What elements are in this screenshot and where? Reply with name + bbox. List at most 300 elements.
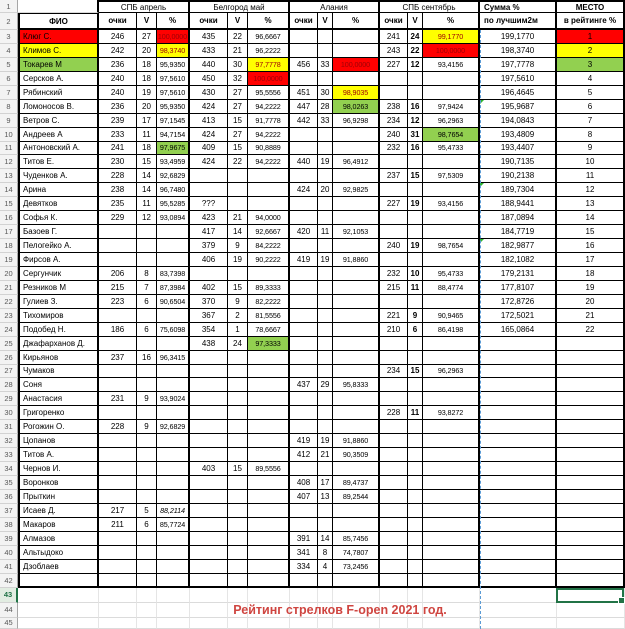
- cell[interactable]: [480, 618, 557, 629]
- points-cell[interactable]: [380, 253, 408, 267]
- place-cell[interactable]: [557, 490, 625, 504]
- row-header[interactable]: 15: [0, 197, 18, 211]
- name-cell[interactable]: Клюг С.: [18, 30, 99, 44]
- v-cell[interactable]: 15: [408, 365, 423, 379]
- v-cell[interactable]: [318, 44, 333, 58]
- v-cell[interactable]: 28: [318, 100, 333, 114]
- v-cell[interactable]: [318, 504, 333, 518]
- v-cell[interactable]: [228, 351, 248, 365]
- v-cell[interactable]: [318, 72, 333, 86]
- percent-cell[interactable]: [423, 518, 480, 532]
- points-cell[interactable]: [290, 323, 318, 337]
- percent-cell[interactable]: [248, 197, 290, 211]
- percent-cell[interactable]: [248, 574, 290, 588]
- percent-cell[interactable]: 93,9024: [157, 392, 190, 406]
- sheet-title[interactable]: Рейтинг стрелков F-open 2021 год.: [233, 603, 447, 617]
- percent-cell[interactable]: 90,9465: [423, 309, 480, 323]
- points-cell[interactable]: [380, 225, 408, 239]
- percent-cell[interactable]: [423, 490, 480, 504]
- row-header[interactable]: 1: [0, 0, 18, 13]
- row-header[interactable]: 14: [0, 183, 18, 197]
- v-cell[interactable]: 5: [137, 504, 157, 518]
- row-header[interactable]: 37: [0, 504, 18, 518]
- v-cell[interactable]: 15: [228, 462, 248, 476]
- v-cell[interactable]: [318, 30, 333, 44]
- v-cell[interactable]: 6: [137, 295, 157, 309]
- v-cell[interactable]: [228, 574, 248, 588]
- name-cell[interactable]: Чернов И.: [18, 462, 99, 476]
- v-cell[interactable]: 31: [408, 128, 423, 142]
- sum-cell[interactable]: 182,1082: [480, 253, 557, 267]
- points-cell[interactable]: 423: [190, 211, 228, 225]
- points-cell[interactable]: 379: [190, 239, 228, 253]
- points-cell[interactable]: 442: [290, 114, 318, 128]
- percent-cell[interactable]: [248, 504, 290, 518]
- row-header[interactable]: 13: [0, 169, 18, 183]
- points-cell[interactable]: 246: [99, 30, 137, 44]
- percent-cell[interactable]: [157, 546, 190, 560]
- v-cell[interactable]: [408, 560, 423, 574]
- points-cell[interactable]: 215: [99, 281, 137, 295]
- points-cell[interactable]: [99, 253, 137, 267]
- percent-cell[interactable]: [157, 476, 190, 490]
- sum-cell[interactable]: 184,7719: [480, 225, 557, 239]
- percent-cell[interactable]: [333, 574, 380, 588]
- v-cell[interactable]: [137, 434, 157, 448]
- row-header[interactable]: 12: [0, 155, 18, 169]
- v-cell[interactable]: 14: [137, 183, 157, 197]
- percent-cell[interactable]: 90,2222: [248, 253, 290, 267]
- percent-cell[interactable]: [333, 351, 380, 365]
- percent-cell[interactable]: [248, 434, 290, 448]
- place-cell[interactable]: 13: [557, 197, 625, 211]
- v-cell[interactable]: [408, 574, 423, 588]
- percent-cell[interactable]: 81,5556: [248, 309, 290, 323]
- place-cell[interactable]: [557, 406, 625, 420]
- points-cell[interactable]: 234: [380, 365, 408, 379]
- v-cell[interactable]: 15: [228, 142, 248, 156]
- points-cell[interactable]: [190, 392, 228, 406]
- row-header[interactable]: 32: [0, 434, 18, 448]
- v-cell[interactable]: [228, 378, 248, 392]
- percent-cell[interactable]: [423, 253, 480, 267]
- percent-cell[interactable]: 84,2222: [248, 239, 290, 253]
- percent-cell[interactable]: [333, 323, 380, 337]
- percent-cell[interactable]: [248, 490, 290, 504]
- cell[interactable]: [18, 603, 99, 618]
- v-cell[interactable]: [228, 169, 248, 183]
- points-cell[interactable]: [380, 476, 408, 490]
- points-cell[interactable]: [99, 532, 137, 546]
- percent-cell[interactable]: [423, 351, 480, 365]
- name-cell[interactable]: Подобед Н.: [18, 323, 99, 337]
- v-cell[interactable]: [408, 253, 423, 267]
- percent-cell[interactable]: 86,4198: [423, 323, 480, 337]
- v-cell[interactable]: 8: [318, 546, 333, 560]
- v-cell[interactable]: [137, 309, 157, 323]
- row-header[interactable]: 39: [0, 532, 18, 546]
- v-cell[interactable]: [137, 239, 157, 253]
- v-cell[interactable]: [408, 225, 423, 239]
- v-cell[interactable]: 15: [408, 169, 423, 183]
- percent-cell[interactable]: 94,7154: [157, 128, 190, 142]
- points-cell[interactable]: [380, 211, 408, 225]
- row-header[interactable]: 2: [0, 13, 18, 30]
- points-cell[interactable]: 413: [190, 114, 228, 128]
- points-cell[interactable]: [99, 406, 137, 420]
- points-cell[interactable]: [380, 378, 408, 392]
- v-cell[interactable]: [137, 476, 157, 490]
- percent-cell[interactable]: 97,3333: [248, 337, 290, 351]
- v-cell[interactable]: 6: [137, 323, 157, 337]
- sum-cell[interactable]: 197,5610: [480, 72, 557, 86]
- v-cell[interactable]: [408, 434, 423, 448]
- points-cell[interactable]: [190, 183, 228, 197]
- v-cell[interactable]: 30: [318, 86, 333, 100]
- percent-cell[interactable]: 98,7654: [423, 239, 480, 253]
- cell[interactable]: [480, 603, 557, 618]
- cell[interactable]: [557, 618, 625, 629]
- v-cell[interactable]: 11: [408, 406, 423, 420]
- points-cell[interactable]: 240: [99, 72, 137, 86]
- row-header[interactable]: 25: [0, 337, 18, 351]
- percent-cell[interactable]: [333, 462, 380, 476]
- sum-cell[interactable]: [480, 392, 557, 406]
- points-cell[interactable]: [99, 309, 137, 323]
- points-cell[interactable]: [99, 546, 137, 560]
- points-cell[interactable]: [190, 476, 228, 490]
- v-cell[interactable]: [137, 406, 157, 420]
- percent-cell[interactable]: 97,1545: [157, 114, 190, 128]
- points-cell[interactable]: 450: [190, 72, 228, 86]
- cell[interactable]: [157, 618, 190, 629]
- place-cell[interactable]: [557, 532, 625, 546]
- points-cell[interactable]: [290, 392, 318, 406]
- name-cell[interactable]: Пелогейко А.: [18, 239, 99, 253]
- percent-cell[interactable]: [157, 448, 190, 462]
- points-cell[interactable]: [190, 560, 228, 574]
- percent-cell[interactable]: 89,3333: [248, 281, 290, 295]
- v-cell[interactable]: 18: [137, 72, 157, 86]
- place-cell[interactable]: [557, 420, 625, 434]
- percent-cell[interactable]: 100,0000: [333, 58, 380, 72]
- points-cell[interactable]: ???: [190, 197, 228, 211]
- sum-cell[interactable]: [480, 574, 557, 588]
- v-cell[interactable]: 9: [408, 309, 423, 323]
- percent-cell[interactable]: [423, 211, 480, 225]
- percent-cell[interactable]: 91,8860: [333, 253, 380, 267]
- points-cell[interactable]: [290, 574, 318, 588]
- place-cell[interactable]: [557, 504, 625, 518]
- points-cell[interactable]: [290, 406, 318, 420]
- v-cell[interactable]: [318, 574, 333, 588]
- points-cell[interactable]: [380, 574, 408, 588]
- percent-cell[interactable]: [423, 532, 480, 546]
- percent-cell[interactable]: [248, 546, 290, 560]
- place-cell[interactable]: [557, 546, 625, 560]
- points-cell[interactable]: [99, 560, 137, 574]
- v-cell[interactable]: [318, 267, 333, 281]
- percent-cell[interactable]: [423, 462, 480, 476]
- points-cell[interactable]: [190, 574, 228, 588]
- name-cell[interactable]: Гулиев З.: [18, 295, 99, 309]
- place-cell[interactable]: 6: [557, 100, 625, 114]
- row-header[interactable]: 26: [0, 351, 18, 365]
- points-cell[interactable]: 211: [99, 518, 137, 532]
- points-cell[interactable]: [290, 267, 318, 281]
- v-cell[interactable]: 19: [137, 86, 157, 100]
- percent-cell[interactable]: [333, 309, 380, 323]
- v-cell[interactable]: 11: [137, 128, 157, 142]
- v-cell[interactable]: [318, 142, 333, 156]
- percent-cell[interactable]: [333, 169, 380, 183]
- name-cell[interactable]: Сергунчик: [18, 267, 99, 281]
- sum-cell[interactable]: 197,7778: [480, 58, 557, 72]
- percent-cell[interactable]: 74,7807: [333, 546, 380, 560]
- points-cell[interactable]: 234: [380, 114, 408, 128]
- points-cell[interactable]: 438: [190, 337, 228, 351]
- row-header[interactable]: 23: [0, 309, 18, 323]
- percent-cell[interactable]: [157, 462, 190, 476]
- v-cell[interactable]: 14: [318, 532, 333, 546]
- percent-cell[interactable]: 92,6829: [157, 420, 190, 434]
- v-cell[interactable]: [137, 378, 157, 392]
- v-cell[interactable]: 9: [228, 295, 248, 309]
- sum-cell[interactable]: 165,0864: [480, 323, 557, 337]
- points-cell[interactable]: 406: [190, 253, 228, 267]
- cell[interactable]: [99, 588, 137, 603]
- v-cell[interactable]: [408, 211, 423, 225]
- points-cell[interactable]: 451: [290, 86, 318, 100]
- cell[interactable]: [333, 618, 380, 629]
- name-cell[interactable]: Резников М: [18, 281, 99, 295]
- points-cell[interactable]: 217: [99, 504, 137, 518]
- percent-cell[interactable]: [423, 337, 480, 351]
- points-cell[interactable]: 236: [99, 58, 137, 72]
- v-cell[interactable]: 6: [137, 518, 157, 532]
- percent-cell[interactable]: [423, 183, 480, 197]
- points-cell[interactable]: [290, 351, 318, 365]
- points-cell[interactable]: 229: [99, 211, 137, 225]
- sum-cell[interactable]: 189,7304: [480, 183, 557, 197]
- percent-cell[interactable]: [157, 574, 190, 588]
- name-cell[interactable]: Рогожин О.: [18, 420, 99, 434]
- place-cell[interactable]: 4: [557, 72, 625, 86]
- name-cell[interactable]: Фирсов А.: [18, 253, 99, 267]
- v-cell[interactable]: [408, 448, 423, 462]
- name-cell[interactable]: Климов С.: [18, 44, 99, 58]
- percent-cell[interactable]: [423, 295, 480, 309]
- name-cell[interactable]: Прыткин: [18, 490, 99, 504]
- percent-cell[interactable]: 91,8860: [333, 434, 380, 448]
- sum-cell[interactable]: 198,3740: [480, 44, 557, 58]
- cell[interactable]: [137, 588, 157, 603]
- v-cell[interactable]: 15: [137, 155, 157, 169]
- cell[interactable]: [157, 588, 190, 603]
- cell[interactable]: [380, 588, 408, 603]
- percent-cell[interactable]: [333, 518, 380, 532]
- percent-cell[interactable]: 92,6667: [248, 225, 290, 239]
- percent-cell[interactable]: 92,1053: [333, 225, 380, 239]
- place-cell[interactable]: 7: [557, 114, 625, 128]
- points-cell[interactable]: [99, 337, 137, 351]
- name-cell[interactable]: Рябинский: [18, 86, 99, 100]
- points-cell[interactable]: 420: [290, 225, 318, 239]
- v-cell[interactable]: [408, 462, 423, 476]
- percent-cell[interactable]: [248, 267, 290, 281]
- points-cell[interactable]: 456: [290, 58, 318, 72]
- points-cell[interactable]: [290, 197, 318, 211]
- points-cell[interactable]: 232: [380, 267, 408, 281]
- v-cell[interactable]: [137, 532, 157, 546]
- sum-cell[interactable]: [480, 518, 557, 532]
- v-cell[interactable]: 7: [137, 281, 157, 295]
- v-cell[interactable]: 9: [137, 420, 157, 434]
- percent-cell[interactable]: [157, 225, 190, 239]
- points-cell[interactable]: [99, 378, 137, 392]
- v-cell[interactable]: [318, 392, 333, 406]
- v-cell[interactable]: 33: [318, 114, 333, 128]
- percent-cell[interactable]: 97,5309: [423, 169, 480, 183]
- points-cell[interactable]: [380, 183, 408, 197]
- v-cell[interactable]: [228, 434, 248, 448]
- v-cell[interactable]: [228, 183, 248, 197]
- v-cell[interactable]: 17: [137, 114, 157, 128]
- points-cell[interactable]: 440: [190, 58, 228, 72]
- v-cell[interactable]: [318, 211, 333, 225]
- v-cell[interactable]: [228, 267, 248, 281]
- row-header[interactable]: 36: [0, 490, 18, 504]
- percent-cell[interactable]: [157, 365, 190, 379]
- row-header[interactable]: 29: [0, 392, 18, 406]
- points-cell[interactable]: 210: [380, 323, 408, 337]
- percent-cell[interactable]: 96,2222: [248, 44, 290, 58]
- points-cell[interactable]: 237: [99, 351, 137, 365]
- points-cell[interactable]: [290, 420, 318, 434]
- points-cell[interactable]: 240: [380, 239, 408, 253]
- sum-cell[interactable]: 182,9877: [480, 239, 557, 253]
- sum-cell[interactable]: [480, 365, 557, 379]
- v-cell[interactable]: 12: [408, 58, 423, 72]
- cell[interactable]: [423, 588, 480, 603]
- percent-cell[interactable]: 99,1770: [423, 30, 480, 44]
- v-cell[interactable]: [137, 225, 157, 239]
- points-cell[interactable]: 241: [99, 142, 137, 156]
- percent-cell[interactable]: [423, 434, 480, 448]
- points-cell[interactable]: 242: [99, 44, 137, 58]
- points-cell[interactable]: [290, 211, 318, 225]
- name-cell[interactable]: Григоренко: [18, 406, 99, 420]
- points-cell[interactable]: [190, 378, 228, 392]
- v-cell[interactable]: [228, 392, 248, 406]
- sum-cell[interactable]: 187,0894: [480, 211, 557, 225]
- points-cell[interactable]: 235: [99, 197, 137, 211]
- percent-cell[interactable]: [423, 155, 480, 169]
- row-header[interactable]: 6: [0, 72, 18, 86]
- v-cell[interactable]: [137, 253, 157, 267]
- points-cell[interactable]: [190, 504, 228, 518]
- v-cell[interactable]: [137, 490, 157, 504]
- percent-cell[interactable]: 92,6829: [157, 169, 190, 183]
- name-cell[interactable]: Ветров С.: [18, 114, 99, 128]
- percent-cell[interactable]: [333, 295, 380, 309]
- cell[interactable]: [18, 0, 99, 13]
- place-cell[interactable]: 12: [557, 183, 625, 197]
- place-cell[interactable]: [557, 518, 625, 532]
- v-cell[interactable]: 18: [137, 142, 157, 156]
- place-cell[interactable]: [557, 434, 625, 448]
- points-cell[interactable]: 417: [190, 225, 228, 239]
- row-header[interactable]: 17: [0, 225, 18, 239]
- v-cell[interactable]: [228, 504, 248, 518]
- cell[interactable]: [228, 588, 248, 603]
- place-cell[interactable]: 22: [557, 323, 625, 337]
- cell[interactable]: [290, 588, 318, 603]
- percent-cell[interactable]: [423, 378, 480, 392]
- points-cell[interactable]: 408: [290, 476, 318, 490]
- percent-cell[interactable]: 100,0000: [157, 30, 190, 44]
- percent-cell[interactable]: 98,0263: [333, 100, 380, 114]
- place-cell[interactable]: [557, 448, 625, 462]
- name-cell[interactable]: Ломоносов В.: [18, 100, 99, 114]
- points-cell[interactable]: 409: [190, 142, 228, 156]
- points-cell[interactable]: [99, 448, 137, 462]
- percent-cell[interactable]: 93,4156: [423, 197, 480, 211]
- percent-cell[interactable]: [248, 169, 290, 183]
- place-cell[interactable]: 15: [557, 225, 625, 239]
- v-cell[interactable]: 19: [318, 434, 333, 448]
- points-cell[interactable]: 403: [190, 462, 228, 476]
- percent-cell[interactable]: 94,2222: [248, 100, 290, 114]
- row-header[interactable]: 3: [0, 30, 18, 44]
- percent-cell[interactable]: 96,7480: [157, 183, 190, 197]
- row-header[interactable]: 22: [0, 295, 18, 309]
- name-cell[interactable]: Соня: [18, 378, 99, 392]
- v-cell[interactable]: 22: [228, 30, 248, 44]
- points-cell[interactable]: 238: [380, 100, 408, 114]
- sum-cell[interactable]: 188,9441: [480, 197, 557, 211]
- place-cell[interactable]: [557, 365, 625, 379]
- v-cell[interactable]: 11: [318, 225, 333, 239]
- percent-cell[interactable]: [248, 532, 290, 546]
- percent-cell[interactable]: 96,3415: [157, 351, 190, 365]
- percent-cell[interactable]: 97,9424: [423, 100, 480, 114]
- v-cell[interactable]: [318, 406, 333, 420]
- cell[interactable]: [318, 618, 333, 629]
- name-cell[interactable]: Джафарханов Д.: [18, 337, 99, 351]
- cell[interactable]: [137, 603, 157, 618]
- points-cell[interactable]: 231: [99, 392, 137, 406]
- percent-cell[interactable]: [248, 378, 290, 392]
- v-cell[interactable]: 27: [228, 86, 248, 100]
- v-cell[interactable]: [318, 365, 333, 379]
- v-cell[interactable]: [408, 518, 423, 532]
- sum-cell[interactable]: 190,2138: [480, 169, 557, 183]
- v-cell[interactable]: [318, 351, 333, 365]
- v-cell[interactable]: 20: [318, 183, 333, 197]
- name-cell[interactable]: Исаев Д.: [18, 504, 99, 518]
- points-cell[interactable]: [290, 295, 318, 309]
- percent-cell[interactable]: 93,0894: [157, 211, 190, 225]
- points-cell[interactable]: [190, 406, 228, 420]
- percent-cell[interactable]: 95,5285: [157, 197, 190, 211]
- points-cell[interactable]: 370: [190, 295, 228, 309]
- percent-cell[interactable]: 75,6098: [157, 323, 190, 337]
- cell[interactable]: [190, 618, 228, 629]
- points-cell[interactable]: 412: [290, 448, 318, 462]
- percent-cell[interactable]: [333, 267, 380, 281]
- percent-cell[interactable]: [333, 128, 380, 142]
